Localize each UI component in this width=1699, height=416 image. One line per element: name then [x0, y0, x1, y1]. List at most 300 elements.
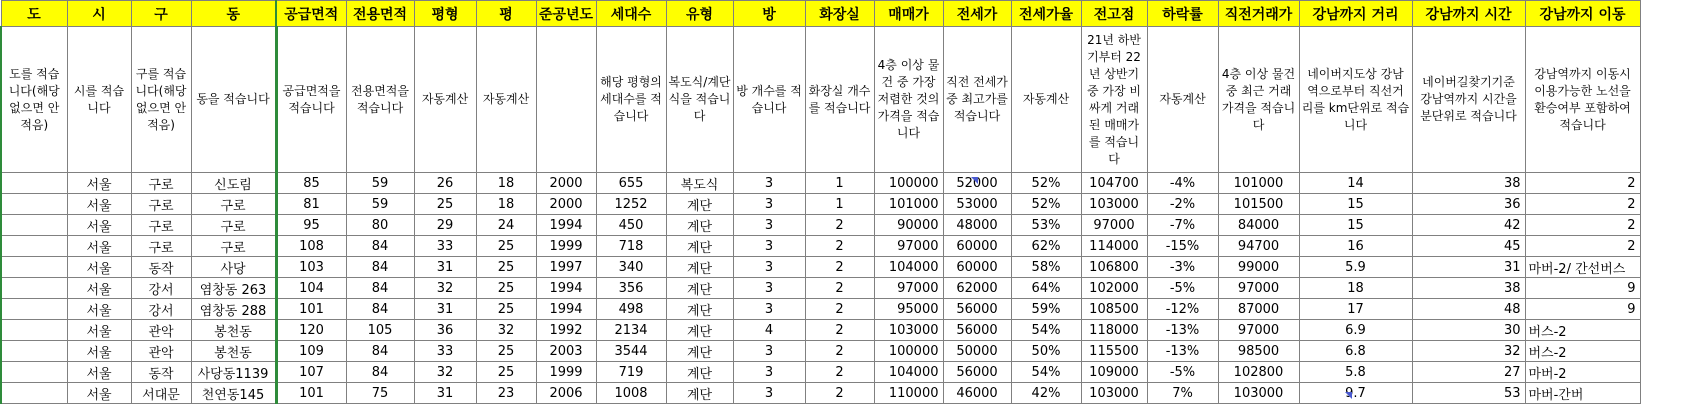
cell-bathrooms[interactable]: 2: [805, 362, 874, 383]
cell-gangnam-route[interactable]: 마버-간버: [1525, 383, 1640, 404]
cell-households[interactable]: 356: [596, 278, 666, 299]
cell-pyeong[interactable]: 25: [476, 236, 536, 257]
description-prev-high[interactable]: 21년 하반기부터 22년 상반기중 가장 비싸게 거래된 매매가를 적습니다: [1081, 27, 1147, 173]
cell-exclusive-area[interactable]: 80: [346, 215, 414, 236]
cell-dong[interactable]: 사당: [191, 257, 276, 278]
cell-built-year[interactable]: 2000: [536, 173, 596, 194]
cell-bathrooms[interactable]: 2: [805, 299, 874, 320]
cell-households[interactable]: 2134: [596, 320, 666, 341]
cell-exclusive-area[interactable]: 75: [346, 383, 414, 404]
header-last-trade-price[interactable]: 직전거래가: [1218, 1, 1299, 27]
cell-pyeong-type[interactable]: 29: [414, 215, 476, 236]
description-jeonse-price[interactable]: 직전 전세가 중 최고가를 적습니다: [943, 27, 1011, 173]
cell-last-trade-price[interactable]: 97000: [1218, 320, 1299, 341]
cell-drop-rate[interactable]: -4%: [1147, 173, 1218, 194]
cell-sale-price[interactable]: 95000: [874, 299, 943, 320]
cell-dong[interactable]: 사당동1139: [191, 362, 276, 383]
cell-sale-price[interactable]: 97000: [874, 236, 943, 257]
cell-gu[interactable]: 구로: [131, 215, 191, 236]
cell-sale-price[interactable]: 110000: [874, 383, 943, 404]
cell-jeonse-ratio[interactable]: 59%: [1011, 299, 1081, 320]
cell-gu[interactable]: 강서: [131, 299, 191, 320]
cell-bathrooms[interactable]: 2: [805, 320, 874, 341]
cell-last-trade-price[interactable]: 97000: [1218, 278, 1299, 299]
cell-exclusive-area[interactable]: 84: [346, 299, 414, 320]
cell-built-year[interactable]: 1994: [536, 278, 596, 299]
cell-supply-area[interactable]: 85: [276, 173, 346, 194]
cell-jeonse-price[interactable]: 60000: [943, 257, 1011, 278]
cell-prev-high[interactable]: 102000: [1081, 278, 1147, 299]
header-prev-high[interactable]: 전고점: [1081, 1, 1147, 27]
cell-gangnam-time[interactable]: 32: [1412, 341, 1525, 362]
cell-pyeong-type[interactable]: 32: [414, 362, 476, 383]
cell-jeonse-price[interactable]: 46000: [943, 383, 1011, 404]
cell-si[interactable]: 서울: [67, 278, 131, 299]
cell-gu[interactable]: 동작: [131, 362, 191, 383]
cell-pyeong[interactable]: 25: [476, 278, 536, 299]
cell-dong[interactable]: 염창동 263: [191, 278, 276, 299]
cell-pyeong-type[interactable]: 33: [414, 341, 476, 362]
cell-gangnam-time[interactable]: 31: [1412, 257, 1525, 278]
cell-jeonse-price[interactable]: 60000: [943, 236, 1011, 257]
cell-jeonse-price[interactable]: 48000: [943, 215, 1011, 236]
cell-households[interactable]: 1008: [596, 383, 666, 404]
cell-dong[interactable]: 구로: [191, 236, 276, 257]
cell-supply-area[interactable]: 101: [276, 383, 346, 404]
description-pyeong[interactable]: 자동계산: [476, 27, 536, 173]
cell-gangnam-route[interactable]: 2: [1525, 215, 1640, 236]
cell-pyeong[interactable]: 25: [476, 257, 536, 278]
cell-prev-high[interactable]: 97000: [1081, 215, 1147, 236]
cell-gangnam-time[interactable]: 38: [1412, 173, 1525, 194]
cell-pyeong[interactable]: 18: [476, 173, 536, 194]
description-row: [1, 27, 1640, 173]
cell-gangnam-time[interactable]: 27: [1412, 362, 1525, 383]
cell-sale-price[interactable]: 103000: [874, 320, 943, 341]
cell-si[interactable]: 서울: [67, 236, 131, 257]
header-rooms[interactable]: 방: [733, 1, 805, 27]
description-sale-price[interactable]: 4층 이상 물건 중 가장 저렴한 것의 가격을 적습니다: [874, 27, 943, 173]
cell-pyeong-type[interactable]: 31: [414, 299, 476, 320]
cell-built-year[interactable]: 1994: [536, 299, 596, 320]
description-supply-area[interactable]: 공급면적을 적습니다: [276, 27, 346, 173]
table-body: [1, 27, 1640, 404]
cell-gangnam-time[interactable]: 53: [1412, 383, 1525, 404]
cell-sale-price[interactable]: 104000: [874, 257, 943, 278]
cell-supply-area[interactable]: 101: [276, 299, 346, 320]
cell-drop-rate[interactable]: -15%: [1147, 236, 1218, 257]
cell-dong[interactable]: 천연동145: [191, 383, 276, 404]
cell-gangnam-route[interactable]: 버스-2: [1525, 320, 1640, 341]
header-pyeong-type[interactable]: 평형: [414, 1, 476, 27]
cell-prev-high[interactable]: 103000: [1081, 194, 1147, 215]
cell-built-year[interactable]: 1992: [536, 320, 596, 341]
cell-built-year[interactable]: 2006: [536, 383, 596, 404]
cell-supply-area[interactable]: 95: [276, 215, 346, 236]
table-row: [1, 299, 1640, 320]
cell-built-year[interactable]: 2003: [536, 341, 596, 362]
cell-exclusive-area[interactable]: 59: [346, 173, 414, 194]
cell-pyeong-type[interactable]: 31: [414, 383, 476, 404]
description-gangnam-time[interactable]: 네이버길찾기기준 강남역까지 시간을 분단위로 적습니다: [1412, 27, 1525, 173]
cell-jeonse-ratio[interactable]: 58%: [1011, 257, 1081, 278]
header-hall-type[interactable]: 유형: [666, 1, 733, 27]
cell-do[interactable]: [1, 320, 67, 341]
cell-sale-price[interactable]: 104000: [874, 362, 943, 383]
cell-last-trade-price[interactable]: 87000: [1218, 299, 1299, 320]
comment-marker: [971, 177, 978, 184]
header-jeonse-ratio[interactable]: 전세가율: [1011, 1, 1081, 27]
cell-do[interactable]: [1, 257, 67, 278]
cell-gu[interactable]: 강서: [131, 278, 191, 299]
cell-supply-area[interactable]: 81: [276, 194, 346, 215]
cell-drop-rate[interactable]: -5%: [1147, 362, 1218, 383]
header-built-year[interactable]: 준공년도: [536, 1, 596, 27]
cell-exclusive-area[interactable]: 84: [346, 257, 414, 278]
cell-bathrooms[interactable]: 2: [805, 383, 874, 404]
header-drop-rate[interactable]: 하락률: [1147, 1, 1218, 27]
cell-last-trade-price[interactable]: 99000: [1218, 257, 1299, 278]
cell-built-year[interactable]: 1994: [536, 215, 596, 236]
cell-drop-rate[interactable]: 7%: [1147, 383, 1218, 404]
cell-prev-high[interactable]: 103000: [1081, 383, 1147, 404]
cell-households[interactable]: 498: [596, 299, 666, 320]
description-built-year[interactable]: [536, 27, 596, 173]
cell-gangnam-time[interactable]: 38: [1412, 278, 1525, 299]
cell-households[interactable]: 718: [596, 236, 666, 257]
cell-prev-high[interactable]: 118000: [1081, 320, 1147, 341]
cell-supply-area[interactable]: 103: [276, 257, 346, 278]
cell-do[interactable]: [1, 383, 67, 404]
header-supply-area[interactable]: 공급면적: [276, 1, 346, 27]
cell-jeonse-ratio[interactable]: 54%: [1011, 320, 1081, 341]
cell-jeonse-ratio[interactable]: 52%: [1011, 173, 1081, 194]
cell-households[interactable]: 450: [596, 215, 666, 236]
cell-pyeong[interactable]: 18: [476, 194, 536, 215]
cell-gangnam-distance[interactable]: 14: [1299, 173, 1412, 194]
header-sale-price[interactable]: 매매가: [874, 1, 943, 27]
cell-drop-rate[interactable]: -7%: [1147, 215, 1218, 236]
cell-hall-type[interactable]: 계단: [666, 362, 733, 383]
cell-drop-rate[interactable]: -13%: [1147, 341, 1218, 362]
cell-exclusive-area[interactable]: 84: [346, 278, 414, 299]
cell-gangnam-route[interactable]: 9: [1525, 299, 1640, 320]
cell-pyeong[interactable]: 23: [476, 383, 536, 404]
description-exclusive-area[interactable]: 전용면적을 적습니다: [346, 27, 414, 173]
cell-gangnam-time[interactable]: 48: [1412, 299, 1525, 320]
cell-built-year[interactable]: 1999: [536, 362, 596, 383]
cell-gangnam-route[interactable]: 2: [1525, 236, 1640, 257]
cell-do[interactable]: [1, 362, 67, 383]
cell-si[interactable]: 서울: [67, 194, 131, 215]
cell-households[interactable]: 1252: [596, 194, 666, 215]
cell-gangnam-time[interactable]: 45: [1412, 236, 1525, 257]
cell-rooms[interactable]: 3: [733, 173, 805, 194]
cell-gangnam-time[interactable]: 36: [1412, 194, 1525, 215]
cell-gangnam-route[interactable]: 마버-2/ 간선버스: [1525, 257, 1640, 278]
cell-bathrooms[interactable]: 1: [805, 173, 874, 194]
cell-gu[interactable]: 구로: [131, 194, 191, 215]
cell-hall-type[interactable]: 계단: [666, 194, 733, 215]
cell-last-trade-price[interactable]: 103000: [1218, 383, 1299, 404]
cell-dong[interactable]: 염창동 288: [191, 299, 276, 320]
cell-pyeong-type[interactable]: 26: [414, 173, 476, 194]
cell-prev-high[interactable]: 104700: [1081, 173, 1147, 194]
cell-gu[interactable]: 서대문: [131, 383, 191, 404]
cell-si[interactable]: 서울: [67, 173, 131, 194]
cell-sale-price[interactable]: 97000: [874, 278, 943, 299]
cell-jeonse-price[interactable]: 56000: [943, 362, 1011, 383]
description-gu[interactable]: 구를 적습니다(해당없으면 안적음): [131, 27, 191, 173]
cell-gu[interactable]: 구로: [131, 236, 191, 257]
cell-si[interactable]: 서울: [67, 299, 131, 320]
cell-exclusive-area[interactable]: 84: [346, 341, 414, 362]
table-row: [1, 257, 1640, 278]
cell-do[interactable]: [1, 194, 67, 215]
cell-sale-price[interactable]: 100000: [874, 341, 943, 362]
cell-sale-price[interactable]: 90000: [874, 215, 943, 236]
table-row: [1, 236, 1640, 257]
description-rooms[interactable]: 방 개수를 적습니다: [733, 27, 805, 173]
cell-pyeong-type[interactable]: 36: [414, 320, 476, 341]
description-gangnam-route[interactable]: 강남역까지 이동시 이용가능한 노선을 환승여부 포함하여 적습니다: [1525, 27, 1640, 173]
description-jeonse-ratio[interactable]: 자동계산: [1011, 27, 1081, 173]
cell-households[interactable]: 3544: [596, 341, 666, 362]
cell-si[interactable]: 서울: [67, 383, 131, 404]
cell-jeonse-price[interactable]: 56000: [943, 299, 1011, 320]
header-gu[interactable]: 구: [131, 1, 191, 27]
description-last-trade-price[interactable]: 4층 이상 물건 중 최근 거래가격을 적습니다: [1218, 27, 1299, 173]
cell-gangnam-time[interactable]: 42: [1412, 215, 1525, 236]
cell-gangnam-route[interactable]: 2: [1525, 173, 1640, 194]
table-row: [1, 215, 1640, 236]
cell-hall-type[interactable]: 복도식: [666, 173, 733, 194]
cell-jeonse-price[interactable]: 62000: [943, 278, 1011, 299]
cell-jeonse-price[interactable]: 52000: [943, 173, 1011, 194]
cell-gangnam-route[interactable]: 2: [1525, 194, 1640, 215]
cell-jeonse-price[interactable]: 56000: [943, 320, 1011, 341]
cell-do[interactable]: [1, 173, 67, 194]
cell-built-year[interactable]: 2000: [536, 194, 596, 215]
header-si[interactable]: 시: [67, 1, 131, 27]
header-pyeong[interactable]: 평: [476, 1, 536, 27]
cell-gangnam-distance[interactable]: 17: [1299, 299, 1412, 320]
cell-drop-rate[interactable]: -3%: [1147, 257, 1218, 278]
cell-supply-area[interactable]: 107: [276, 362, 346, 383]
header-gangnam-distance[interactable]: 강남까지 거리: [1299, 1, 1412, 27]
cell-built-year[interactable]: 1997: [536, 257, 596, 278]
cell-exclusive-area[interactable]: 84: [346, 236, 414, 257]
cell-pyeong[interactable]: 25: [476, 299, 536, 320]
header-households[interactable]: 세대수: [596, 1, 666, 27]
cell-pyeong[interactable]: 24: [476, 215, 536, 236]
cell-pyeong-type[interactable]: 32: [414, 278, 476, 299]
cell-gangnam-distance[interactable]: 16: [1299, 236, 1412, 257]
cell-pyeong[interactable]: 25: [476, 341, 536, 362]
table-row: [1, 194, 1640, 215]
cell-jeonse-ratio[interactable]: 54%: [1011, 362, 1081, 383]
cell-jeonse-ratio[interactable]: 42%: [1011, 383, 1081, 404]
cell-bathrooms[interactable]: 2: [805, 257, 874, 278]
cell-rooms[interactable]: 3: [733, 299, 805, 320]
cell-supply-area[interactable]: 108: [276, 236, 346, 257]
cell-gangnam-time[interactable]: 30: [1412, 320, 1525, 341]
cell-rooms[interactable]: 3: [733, 362, 805, 383]
cell-rooms[interactable]: 3: [733, 215, 805, 236]
cell-bathrooms[interactable]: 2: [805, 278, 874, 299]
cell-hall-type[interactable]: 계단: [666, 215, 733, 236]
cell-supply-area[interactable]: 109: [276, 341, 346, 362]
cell-hall-type[interactable]: 계단: [666, 257, 733, 278]
cell-hall-type[interactable]: 계단: [666, 383, 733, 404]
cell-drop-rate[interactable]: -2%: [1147, 194, 1218, 215]
cell-jeonse-ratio[interactable]: 52%: [1011, 194, 1081, 215]
header-gangnam-route[interactable]: 강남까지 이동: [1525, 1, 1640, 27]
cell-last-trade-price[interactable]: 94700: [1218, 236, 1299, 257]
cell-dong[interactable]: 봉천동: [191, 341, 276, 362]
cell-prev-high[interactable]: 106800: [1081, 257, 1147, 278]
cell-prev-high[interactable]: 108500: [1081, 299, 1147, 320]
cell-rooms[interactable]: 3: [733, 341, 805, 362]
cell-households[interactable]: 719: [596, 362, 666, 383]
cell-rooms[interactable]: 3: [733, 383, 805, 404]
cell-gu[interactable]: 구로: [131, 173, 191, 194]
cell-jeonse-price[interactable]: 50000: [943, 341, 1011, 362]
cell-last-trade-price[interactable]: 102800: [1218, 362, 1299, 383]
cell-exclusive-area[interactable]: 105: [346, 320, 414, 341]
cell-hall-type[interactable]: 계단: [666, 341, 733, 362]
cell-pyeong-type[interactable]: 31: [414, 257, 476, 278]
table-row: [1, 278, 1640, 299]
cell-gangnam-distance[interactable]: 9.7: [1299, 383, 1412, 404]
description-gangnam-distance[interactable]: 네이버지도상 강남역으로부터 직선거리를 km단위로 적습니다: [1299, 27, 1412, 173]
cell-si[interactable]: 서울: [67, 341, 131, 362]
cell-hall-type[interactable]: 계단: [666, 320, 733, 341]
cell-si[interactable]: 서울: [67, 320, 131, 341]
cell-dong[interactable]: 신도림: [191, 173, 276, 194]
cell-last-trade-price[interactable]: 101000: [1218, 173, 1299, 194]
cell-do[interactable]: [1, 215, 67, 236]
cell-last-trade-price[interactable]: 84000: [1218, 215, 1299, 236]
cell-households[interactable]: 655: [596, 173, 666, 194]
cell-jeonse-ratio[interactable]: 62%: [1011, 236, 1081, 257]
cell-gu[interactable]: 관악: [131, 320, 191, 341]
cell-hall-type[interactable]: 계단: [666, 278, 733, 299]
cell-prev-high[interactable]: 109000: [1081, 362, 1147, 383]
cell-drop-rate[interactable]: -5%: [1147, 278, 1218, 299]
cell-gangnam-distance[interactable]: 18: [1299, 278, 1412, 299]
cell-pyeong[interactable]: 25: [476, 362, 536, 383]
cell-dong[interactable]: 봉천동: [191, 320, 276, 341]
header-bathrooms[interactable]: 화장실: [805, 1, 874, 27]
cell-last-trade-price[interactable]: 98500: [1218, 341, 1299, 362]
cell-jeonse-ratio[interactable]: 53%: [1011, 215, 1081, 236]
cell-pyeong-type[interactable]: 25: [414, 194, 476, 215]
description-pyeong-type[interactable]: 자동계산: [414, 27, 476, 173]
cell-dong[interactable]: 구로: [191, 194, 276, 215]
cell-hall-type[interactable]: 계단: [666, 236, 733, 257]
cell-last-trade-price[interactable]: 101500: [1218, 194, 1299, 215]
cell-rooms[interactable]: 3: [733, 257, 805, 278]
description-do[interactable]: 도를 적습니다(해당없으면 안적음): [1, 27, 67, 173]
cell-hall-type[interactable]: 계단: [666, 299, 733, 320]
table-row: [1, 383, 1640, 404]
cell-dong[interactable]: 구로: [191, 215, 276, 236]
description-dong[interactable]: 동을 적습니다: [191, 27, 276, 173]
cell-gangnam-route[interactable]: 버스-2: [1525, 341, 1640, 362]
cell-bathrooms[interactable]: 2: [805, 215, 874, 236]
cell-si[interactable]: 서울: [67, 362, 131, 383]
header-dong[interactable]: 동: [191, 1, 276, 27]
cell-supply-area[interactable]: 120: [276, 320, 346, 341]
cell-exclusive-area[interactable]: 84: [346, 362, 414, 383]
cell-gangnam-distance[interactable]: 6.9: [1299, 320, 1412, 341]
cell-gangnam-distance[interactable]: 5.9: [1299, 257, 1412, 278]
cell-sale-price[interactable]: 100000: [874, 173, 943, 194]
cell-rooms[interactable]: 3: [733, 194, 805, 215]
cell-prev-high[interactable]: 114000: [1081, 236, 1147, 257]
cell-si[interactable]: 서울: [67, 257, 131, 278]
cell-gangnam-distance[interactable]: 6.8: [1299, 341, 1412, 362]
cell-gangnam-route[interactable]: 마버-2: [1525, 362, 1640, 383]
comment-marker: [1345, 392, 1352, 399]
cell-rooms[interactable]: 3: [733, 278, 805, 299]
cell-do[interactable]: [1, 278, 67, 299]
cell-do[interactable]: [1, 341, 67, 362]
cell-gangnam-distance[interactable]: 15: [1299, 215, 1412, 236]
cell-drop-rate[interactable]: -12%: [1147, 299, 1218, 320]
cell-gangnam-distance[interactable]: 15: [1299, 194, 1412, 215]
cell-households[interactable]: 340: [596, 257, 666, 278]
cell-rooms[interactable]: 4: [733, 320, 805, 341]
cell-gangnam-route[interactable]: 9: [1525, 278, 1640, 299]
table-row: [1, 341, 1640, 362]
description-bathrooms[interactable]: 화장실 개수를 적습니다: [805, 27, 874, 173]
cell-supply-area[interactable]: 104: [276, 278, 346, 299]
table-row: [1, 362, 1640, 383]
cell-bathrooms[interactable]: 2: [805, 341, 874, 362]
cell-do[interactable]: [1, 236, 67, 257]
cell-jeonse-ratio[interactable]: 50%: [1011, 341, 1081, 362]
cell-bathrooms[interactable]: 2: [805, 236, 874, 257]
table-row: [1, 173, 1640, 194]
cell-sale-price[interactable]: 101000: [874, 194, 943, 215]
header-jeonse-price[interactable]: 전세가: [943, 1, 1011, 27]
cell-si[interactable]: 서울: [67, 215, 131, 236]
description-si[interactable]: 시를 적습니다: [67, 27, 131, 173]
cell-prev-high[interactable]: 115500: [1081, 341, 1147, 362]
cell-jeonse-price[interactable]: 53000: [943, 194, 1011, 215]
cell-built-year[interactable]: 1999: [536, 236, 596, 257]
cell-gu[interactable]: 동작: [131, 257, 191, 278]
cell-pyeong[interactable]: 32: [476, 320, 536, 341]
cell-exclusive-area[interactable]: 59: [346, 194, 414, 215]
description-households[interactable]: 해당 평형의 세대수를 적습니다: [596, 27, 666, 173]
header-gangnam-time[interactable]: 강남까지 시간: [1412, 1, 1525, 27]
cell-rooms[interactable]: 3: [733, 236, 805, 257]
header-do[interactable]: 도: [1, 1, 67, 27]
cell-pyeong-type[interactable]: 33: [414, 236, 476, 257]
cell-jeonse-ratio[interactable]: 64%: [1011, 278, 1081, 299]
header-exclusive-area[interactable]: 전용면적: [346, 1, 414, 27]
description-hall-type[interactable]: 복도식/계단식을 적습니다: [666, 27, 733, 173]
cell-do[interactable]: [1, 299, 67, 320]
cell-drop-rate[interactable]: -13%: [1147, 320, 1218, 341]
cell-gangnam-distance[interactable]: 5.8: [1299, 362, 1412, 383]
description-drop-rate[interactable]: 자동계산: [1147, 27, 1218, 173]
cell-bathrooms[interactable]: 1: [805, 194, 874, 215]
cell-gu[interactable]: 관악: [131, 341, 191, 362]
